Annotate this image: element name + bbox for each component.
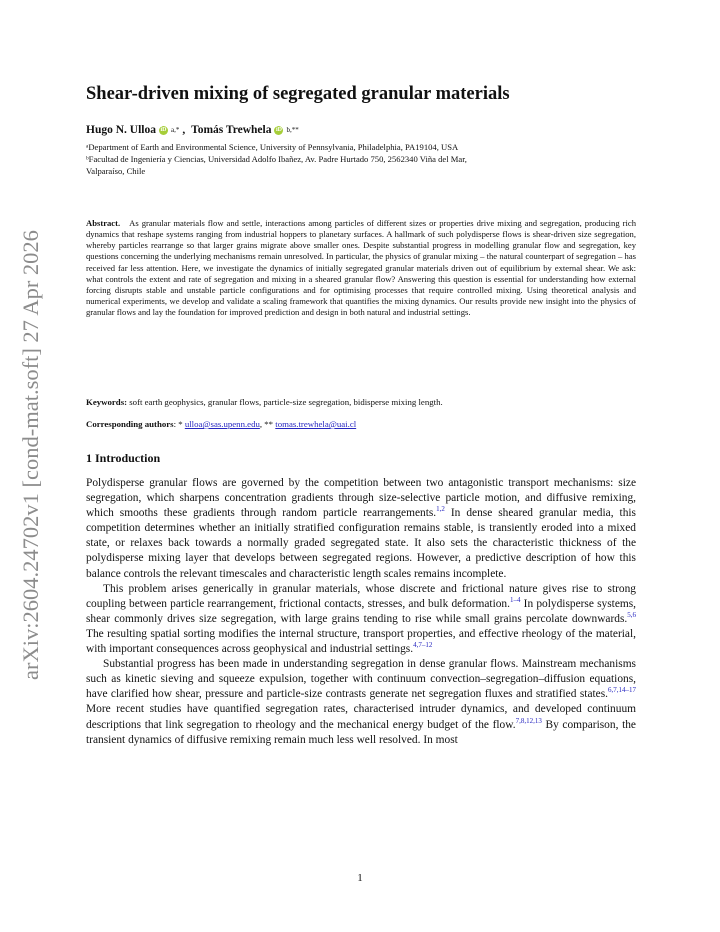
author-2-name: Tomás Trewhela — [191, 124, 272, 136]
affiliation-b-line2: Valparaíso, Chile — [86, 166, 146, 176]
paragraph — [86, 657, 636, 748]
citation-link[interactable]: 1,2 — [436, 505, 445, 514]
page-number: 1 — [357, 872, 363, 884]
citation-link[interactable]: 5,6 — [627, 611, 636, 620]
keywords — [86, 397, 443, 407]
author-1-name: Hugo N. Ulloa — [86, 124, 156, 136]
abstract-text: As granular materials flow and settle, interactions among particles of different sizes or properties drive mixing and segregation, producing rich dynamics that reshape systems ranging from industrial hoppers to planetary surfaces. A hallmark of such polydisperse flows is shear-driven size segregation, whereby particles rearrange so that larger grains migrate above smaller ones. Despite substantial progress in modelling granular flow and segregation, key questions concerning the underlying mechanisms remain unresolved. In particular, the physics of granular mixing – the natural counterpart of segregation – has received far less attention. Here, we investigate the dynamics of initially segregated granular materials driven out of equilibrium by external shear. We ask: what controls the extent and rate of segregation and mixing in a sheared granular flow? Answering this question is essential for understanding how external forcing disrupts stable and unstable particle configurations and for optimising processes that require controlled mixing. Using theoretical analysis and numerical experiments, we develop and validate a scaling framework that quantifies the mixing dynamics. Our results provide new insight into the physics of granular flows and lay the foundation for improved prediction and design in both natural and industrial settings. — [86, 218, 636, 318]
affiliation-b-line1: ᵇFacultad de Ingeniería y Ciencias, Universidad Adolfo Ibañez, Av. Padre Hurtado 750, 2562340 Viña del Mar, — [86, 154, 467, 164]
email-link-2[interactable]: tomas.trewhela@uai.cl — [275, 419, 357, 429]
paragraph-text: This problem arises generically in granular materials, whose discrete and frictional nature gives rise to strong coupling between particle rearrangement, frictional contacts, stresses, and bulk deformation. — [86, 582, 636, 610]
orcid-icon[interactable]: iD — [275, 126, 282, 133]
keywords-label: Keywords: — [86, 397, 128, 407]
citation-link[interactable]: 1–4 — [509, 595, 521, 604]
paragraph-text: The resulting spatial sorting modifies the internal structure, transport properties, and effective rheology of the material, with important consequences across geophysical and industrial settings. — [86, 627, 636, 656]
citation-link[interactable]: 6,7,14–17 — [608, 686, 636, 695]
author-2-affil-mark: b,** — [286, 126, 299, 134]
paragraph-text: In dense sheared granular media, this competition determines whether an initially stratified configuration remains stable, is transiently eroded into a mixed state, or relaxes back towards a normally graded segregated state. It also sets the characteristic thickness of the polydisperse mixing layer that develops between segregated regions. However, a predictive description of how this balance controls the relevant timescales and characteristic length scales remains incomplete. — [86, 507, 636, 580]
corresponding-label: Corresponding authors — [86, 419, 174, 429]
paragraph-text: Polydisperse granular flows are governed by the competition between two antagonistic transport mechanisms: size segregation, which sharpens concentration gradients through size-selective particle motion, and diffusive remixing, which smooths these gradients through random particle rearrangements. — [86, 477, 636, 520]
paragraph — [86, 582, 636, 657]
author-1-affil-mark: a,* — [170, 126, 180, 134]
abstract — [86, 218, 636, 318]
corresponding-authors — [86, 419, 356, 429]
citation-link[interactable]: 4,7–12 — [413, 641, 433, 650]
paragraph-text: Substantial progress has been made in understanding segregation in dense granular flows. Mainstream mechanisms such as kinetic sieving and squeeze expulsion, together with continuum convection–segregation–diffusion equations, have clarified how shear, pressure and particle-size contrasts generate net segregation fluxes and stratified states. — [86, 658, 636, 701]
paragraph-text: More recent studies have quantified segregation rates, characterised intruder dynamics, and developed continuum descriptions that link segregation to rheology and the mechanical energy budget of the flow. — [86, 703, 636, 731]
paragraph — [86, 476, 636, 582]
paper-title: Shear-driven mixing of segregated granular materials — [86, 84, 510, 104]
citation-link[interactable]: 7,8,12,13 — [515, 716, 542, 725]
keywords-text: soft earth geophysics, granular flows, particle-size segregation, bidisperse mixing length. — [129, 397, 443, 407]
section-heading: 1 Introduction — [86, 451, 161, 465]
paragraph-text: By comparison, the transient dynamics of diffusive remixing remain much less well resolved. In most — [86, 718, 636, 746]
author-separator: , — [182, 124, 189, 136]
arxiv-identifier: arXiv:2604.24702v1 [cond-mat.soft] 27 Apr 2026 — [18, 230, 43, 680]
email-link-1[interactable]: ulloa@sas.upenn.edu — [184, 419, 260, 429]
author-line — [86, 124, 299, 136]
introduction-body — [86, 476, 636, 748]
orcid-icon[interactable]: iD — [160, 126, 167, 133]
corresponding-sep: : * — [173, 419, 185, 429]
affiliation-a: ᵃDepartment of Earth and Environmental Science, University of Pennsylvania, Philadelphia, PA19104, USA — [86, 142, 459, 152]
corresponding-mid: , ** — [259, 419, 276, 429]
abstract-label: Abstract. — [86, 218, 121, 228]
paragraph-text: In polydisperse systems, shear commonly drives size segregation, with large grains tending to rise while small grains percolate downwards. — [86, 597, 637, 625]
